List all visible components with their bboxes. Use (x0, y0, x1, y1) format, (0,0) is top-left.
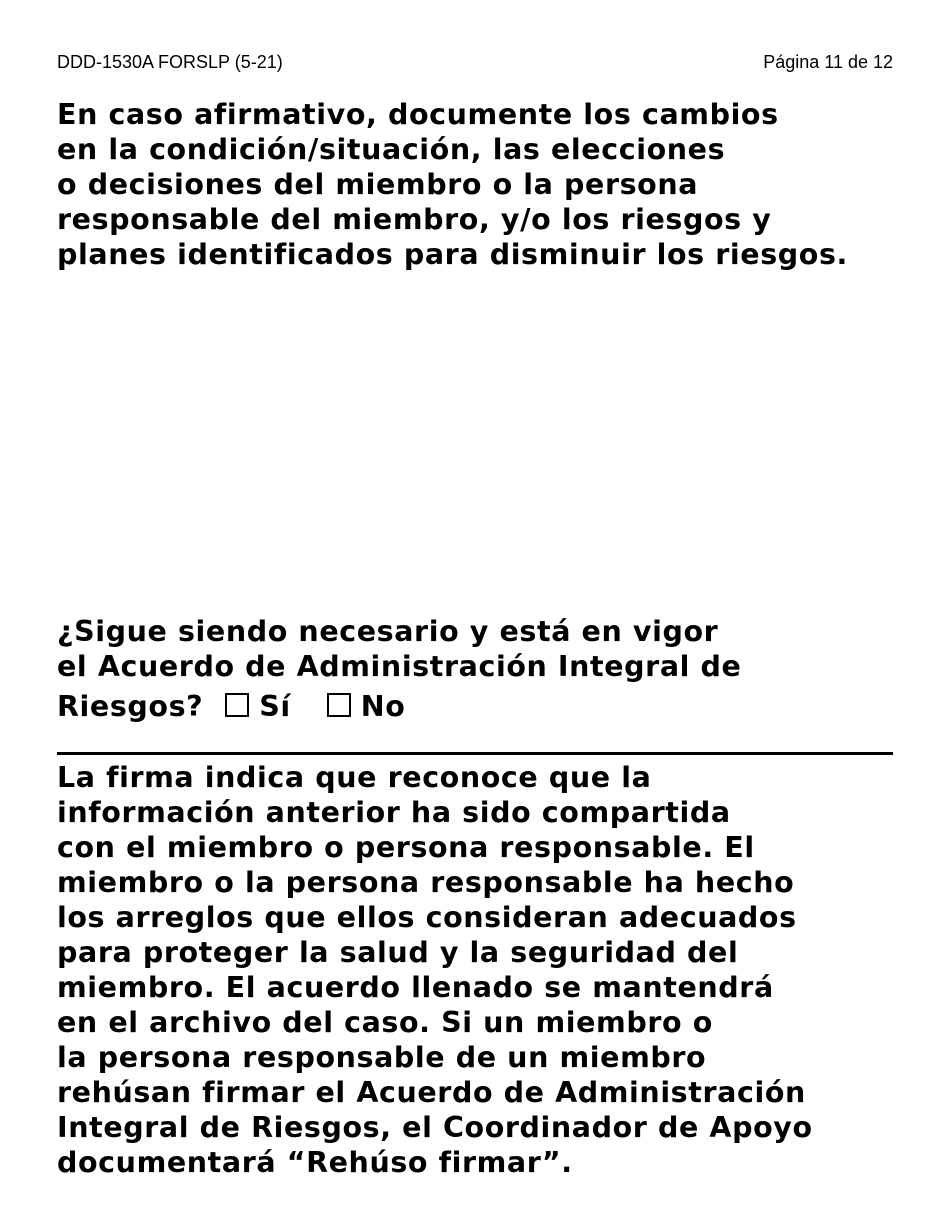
signature-line: en el archivo del caso. Si un miembro o (57, 1006, 713, 1039)
signature-line: miembro o la persona responsable ha hecho (57, 866, 795, 899)
instructions-text (57, 97, 848, 272)
signature-line: documentará “Rehúso firmar”. (57, 1146, 573, 1179)
signature-line: información anterior ha sido compartida (57, 796, 731, 829)
question-line: ¿Sigue siendo necesario y está en vigor (57, 615, 719, 648)
signature-line: Integral de Riesgos, el Coordinador de Apoyo (57, 1111, 813, 1144)
page-header (57, 52, 893, 76)
signature-line: para proteger la salud y la seguridad del (57, 936, 739, 969)
question-answer-line (57, 684, 741, 730)
agreement-question (57, 614, 741, 730)
question-line: el Acuerdo de Administración Integral de (57, 650, 742, 683)
instructions-line: En caso afirmativo, documente los cambios (57, 98, 779, 131)
instructions-line: planes identificados para disminuir los riesgos. (57, 238, 848, 271)
signature-line: La firma indica que reconoce que la (57, 761, 652, 794)
instructions-line: en la condición/situación, las elecciones (57, 133, 726, 166)
section-divider (57, 752, 893, 755)
instructions-line: o decisiones del miembro o la persona (57, 168, 699, 201)
signature-line: los arreglos que ellos consideran adecuados (57, 901, 797, 934)
option-no-label: No (360, 690, 406, 723)
option-yes-label: Sí (259, 690, 291, 723)
no-checkbox[interactable] (327, 693, 351, 717)
signature-line: miembro. El acuerdo llenado se mantendrá (57, 971, 774, 1004)
signature-line: con el miembro o persona responsable. El (57, 831, 755, 864)
form-id: DDD-1530A FORSLP (5-21) (57, 52, 283, 72)
option-no[interactable] (327, 684, 406, 730)
signature-statement (57, 760, 813, 1180)
signature-line: rehúsan firmar el Acuerdo de Administración (57, 1076, 806, 1109)
option-yes[interactable] (225, 684, 291, 730)
page-number: Página 11 de 12 (763, 52, 893, 72)
changes-notes-field[interactable] (57, 280, 897, 604)
question-line-prefix: Riesgos? (57, 690, 204, 723)
instructions-line: responsable del miembro, y/o los riesgos y (57, 203, 772, 236)
signature-line: la persona responsable de un miembro (57, 1041, 707, 1074)
yes-checkbox[interactable] (225, 693, 249, 717)
